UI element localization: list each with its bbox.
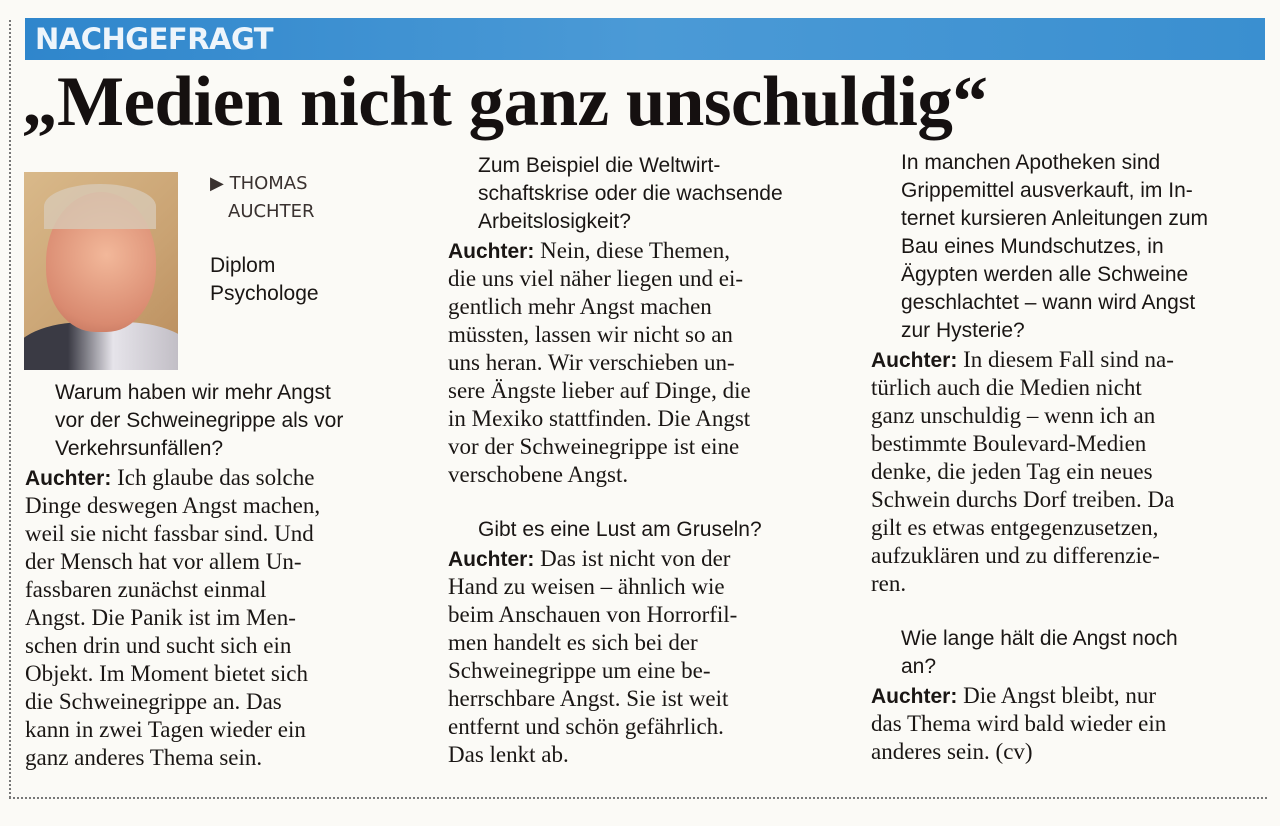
clipping-border-bottom [9, 797, 1267, 799]
byline [210, 170, 314, 226]
answer-line: Dinge deswegen Angst machen, [25, 493, 321, 518]
interviewee-role [210, 252, 319, 308]
answer-line: ganz anderes Thema sein. [25, 745, 263, 770]
speaker-label: Auchter: [448, 548, 535, 571]
answer-line: gilt es etwas entgegenzusetzen, [871, 515, 1159, 540]
answer-line: die uns viel näher liegen und ei- [448, 266, 744, 291]
answer-line: Auchter: Nein, diese Themen, [448, 238, 731, 263]
speaker-label: Auchter: [25, 467, 112, 490]
role-line: Psychologe [210, 282, 319, 305]
answer-line: Auchter: Die Angst bleibt, nur [871, 683, 1157, 708]
question-line: Arbeitslosigkeit? [478, 210, 631, 233]
answer-line: Auchter: Das ist nicht von der [448, 546, 731, 571]
answer-line [871, 599, 1266, 627]
answer-line: fassbaren zunächst einmal [25, 577, 267, 602]
answer-line: uns heran. Wir verschieben un- [448, 350, 735, 375]
question-line: schaftskrise oder die wachsende [478, 182, 783, 205]
answer-line: herrschbare Angst. Sie ist weit [448, 686, 729, 711]
answer-line: vor der Schweinegrippe ist eine [448, 434, 740, 459]
question-line: an? [901, 655, 937, 678]
question-line: Wie lange hält die Angst noch [901, 627, 1178, 650]
answer-line: verschobene Angst. [448, 462, 629, 487]
byline-first-name: THOMAS [229, 173, 308, 194]
answer-line: entfernt und schön gefährlich. [448, 714, 724, 739]
question-line: Zum Beispiel die Weltwirt- [478, 154, 721, 177]
answer-line: müssten, lassen wir nicht so an [448, 322, 733, 347]
answer-line: Auchter: Ich glaube das solche [25, 465, 315, 490]
question-line: Gibt es eine Lust am Gruseln? [478, 518, 762, 541]
question-line: Verkehrsunfällen? [55, 437, 224, 460]
answer-line: Schwein durchs Dorf treiben. Da [871, 487, 1175, 512]
column-3 [871, 151, 1266, 767]
answer-line: in Mexiko stattfinden. Die Angst [448, 406, 751, 431]
question-line: Grippemittel ausverkauft, im In- [901, 179, 1193, 202]
answer-line [448, 490, 843, 518]
answer-line: Objekt. Im Moment bietet sich [25, 661, 308, 686]
answer-line: kann in zwei Tagen wieder ein [25, 717, 306, 742]
clipping-border-left [9, 20, 11, 798]
column-1 [25, 381, 420, 773]
question-line: Bau eines Mundschutzes, in [901, 235, 1164, 258]
question-line: ternet kursieren Anleitungen zum [901, 207, 1209, 230]
section-label: NACHGEFRAGT [35, 22, 274, 56]
byline-last-name: AUCHTER [228, 201, 315, 222]
answer-line: türlich auch die Medien nicht [871, 375, 1142, 400]
answer-line: anderes sein. (cv) [871, 739, 1033, 764]
answer-line: gentlich mehr Angst machen [448, 294, 712, 319]
answer-line: beim Anschauen von Horrorfil- [448, 602, 738, 627]
answer-line: Angst. Die Panik ist im Men- [25, 605, 296, 630]
answer-line: ren. [871, 571, 907, 596]
answer-line: Das lenkt ab. [448, 742, 569, 767]
answer-line: denke, die jeden Tag ein neues [871, 459, 1153, 484]
section-banner [25, 18, 1265, 60]
answer-line: schen drin und sucht sich ein [25, 633, 292, 658]
column-2 [448, 154, 843, 770]
question-line: zur Hysterie? [901, 319, 1025, 342]
speaker-label: Auchter: [871, 349, 958, 372]
speaker-label: Auchter: [448, 240, 535, 263]
answer-line: Hand zu weisen – ähnlich wie [448, 574, 725, 599]
answer-line: men handelt es sich bei der [448, 630, 698, 655]
answer-line: sere Ängste lieber auf Dinge, die [448, 378, 751, 403]
answer-line: die Schweinegrippe an. Das [25, 689, 282, 714]
headline: „Medien nicht ganz unschuldig“ [22, 63, 988, 141]
speaker-label: Auchter: [871, 685, 958, 708]
answer-line: Auchter: In diesem Fall sind na- [871, 347, 1174, 372]
role-line: Diplom [210, 254, 276, 277]
answer-line: bestimmte Boulevard-Medien [871, 431, 1147, 456]
answer-line: der Mensch hat vor allem Un- [25, 549, 302, 574]
answer-line: weil sie nicht fassbar sind. Und [25, 521, 314, 546]
question-line: Ägypten werden alle Schweine [901, 263, 1189, 286]
answer-line: ganz unschuldig – wenn ich an [871, 403, 1156, 428]
question-line: vor der Schweinegrippe als vor [55, 409, 344, 432]
question-line: Warum haben wir mehr Angst [55, 381, 331, 404]
triangle-marker-icon: ▶ [210, 173, 224, 194]
portrait-photo [24, 172, 178, 370]
answer-line: das Thema wird bald wieder ein [871, 711, 1167, 736]
question-line: In manchen Apotheken sind [901, 151, 1161, 174]
question-line: geschlachtet – wann wird Angst [901, 291, 1196, 314]
answer-line: Schweinegrippe um eine be- [448, 658, 711, 683]
answer-line: aufzuklären und zu differenzie- [871, 543, 1160, 568]
